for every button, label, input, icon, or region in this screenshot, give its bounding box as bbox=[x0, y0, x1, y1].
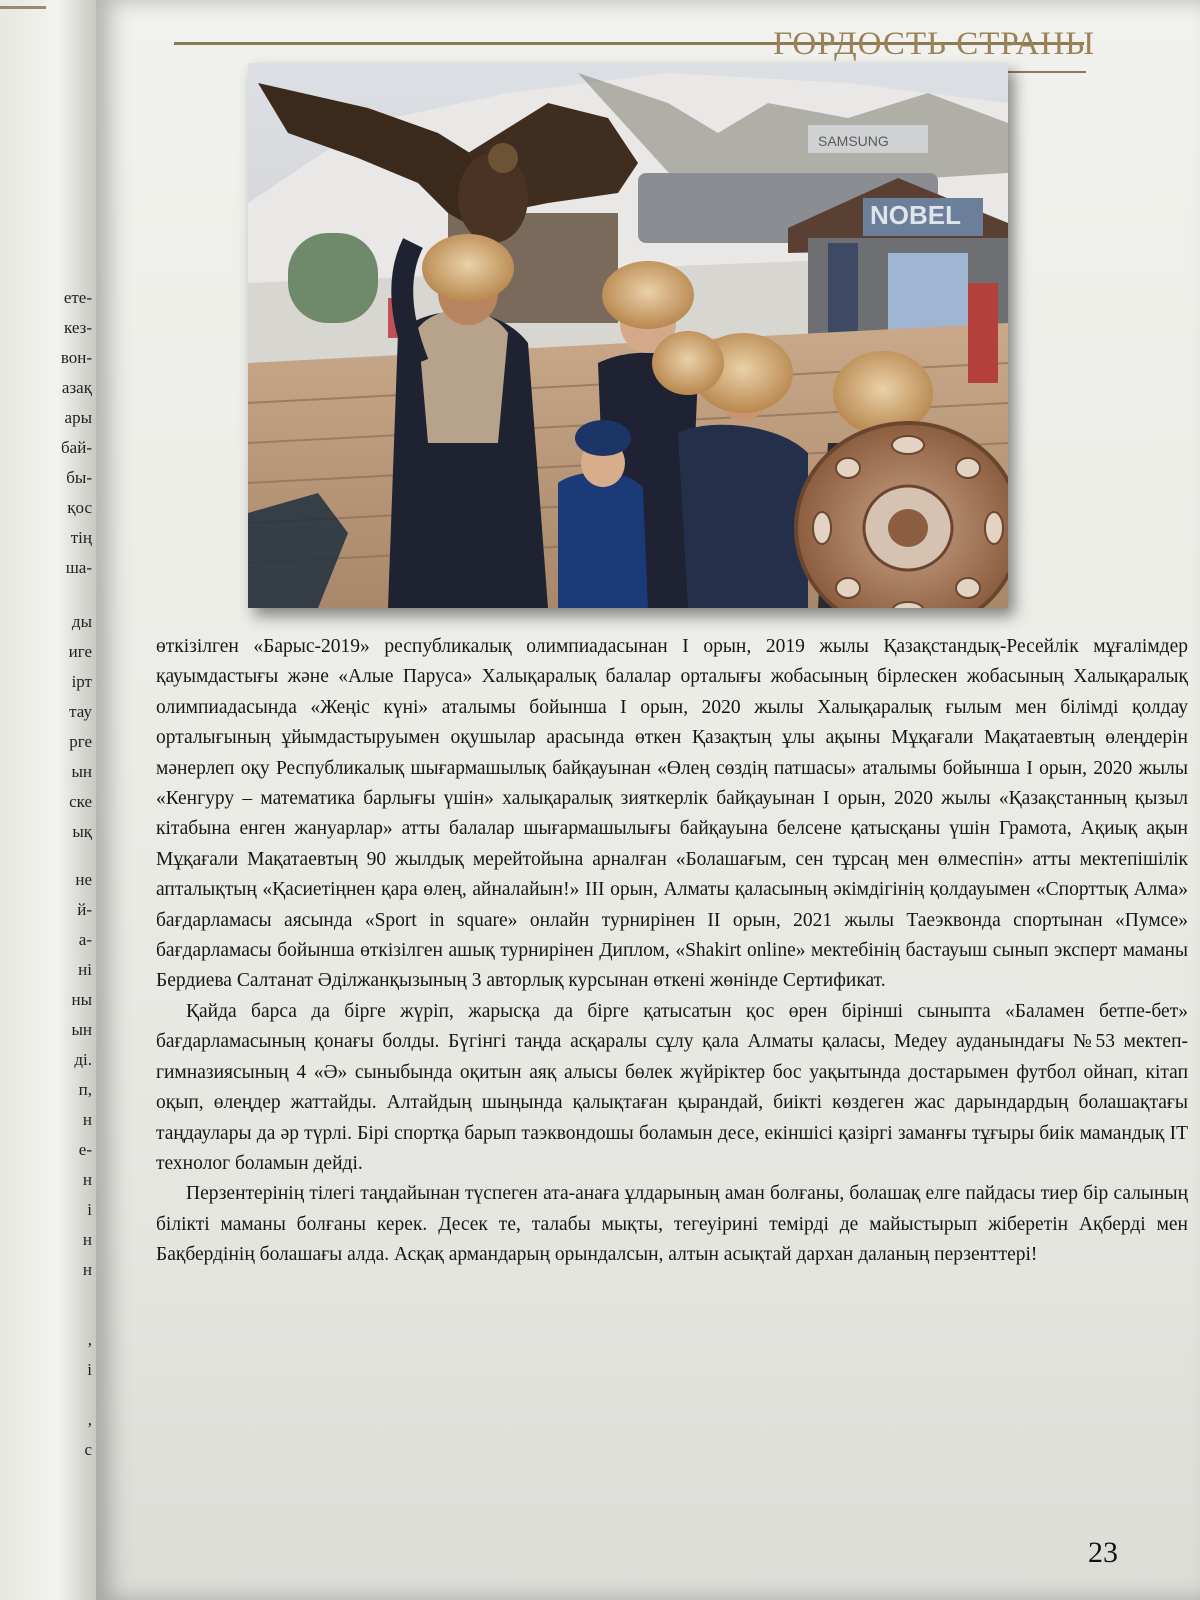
paragraph-achievements: өткізілген «Барыс-2019» республикалық олимпиадасынан І орын, 2019 жылы Қазақстандық-Ресейлік мұғалімдер қауымдастығы және «Алые Паруса» Халықаралық балалар орталығы жобасының бірлескен жобасының Халықаралық олимпиадасында «Жеңіс күні» аталымы бойынша І орын, 2020 жылы Халықаралық ғылым мен білімді қолдау орталығының ұйымдастыруымен оқушылар арасында өткен Қазақтың ұлы ақыны Мұқағали Мақатаевтың өлеңдерін мәнерлеп оқу Республикалық шығармашылық байқауынан «Өлең сөздің патшасы» аталымы бойынша І орын, 2020 жылы «Кенгуру – математика барлығы үшін» халықаралық зияткерлік байқауынан І орын, 2020 жылы «Қазақстанның қызыл кітабына енген жануарлар» атты балалар шығармашылығы байқауына белсене қатысқаны үшін Грамота, Ақиық ақын Мұқағали Мақатаевтың 90 жылдық мерейтойына арналған «Болашағым, сен тұрсаң мен өлмеспін» атты мектепішілік апталықтың «Қасиетіңнен қара өлең, айналайын!» ІІІ орын, Алматы қаласының әкімдігінің қолдауымен «Спорттық Алма» бағдарламасы аясында «Sport in square» онлайн турнирінен ІІ орын, 2021 жылы Таеэквонда спортынан «Пумсе» бағдарламасы бойынша өткізілген ашық турнирінен Диплом, «Shakirt online» мектебінің бастауыш сынып эксперт маманы Бердиева Салтанат Әділжанқызының 3 авторлық курсынан өткені жөнінде Сертификат. bbox=[156, 636, 1188, 992]
page-number: 23 bbox=[1088, 1536, 1118, 1569]
facing-page-fragment: ны bbox=[71, 990, 92, 1009]
facing-page-fragment: иге bbox=[68, 642, 92, 661]
facing-page-fragment: ні bbox=[78, 960, 92, 979]
facing-page-fragment: ша- bbox=[65, 558, 92, 577]
facing-page-fragment: п, bbox=[78, 1080, 92, 1099]
facing-page-fragment: н bbox=[82, 1110, 92, 1129]
photo-family-with-eagle-icon bbox=[248, 63, 1008, 608]
facing-page-fragment: е- bbox=[78, 1140, 92, 1159]
section-title: ГОРДОСТЬ СТРАНЫ bbox=[773, 26, 1095, 62]
facing-page-fragment: і bbox=[87, 1360, 92, 1379]
samsung-sign: SAMSUNG bbox=[818, 133, 889, 149]
paragraph-closing: Перзентерінің тілегі таңдайынан түспеген ата-анаға ұлдарының аман болғаны, болашақ елге пайдасы тиер бір салының білікті маманы болғаны керек. Десек те, талабы мықты, тегеуірині темірді де майыстырып жіберетін Ақберді мен Бақбердінің болашағы алда. Асқақ армандарың орындалсын, алтын асықтай дархан даланың перзенттері! bbox=[156, 1183, 1188, 1266]
facing-page-fragment: ске bbox=[69, 792, 92, 811]
facing-page-fragment: н bbox=[82, 1230, 92, 1249]
facing-page-fragment: ары bbox=[64, 408, 92, 427]
facing-page-fragment: ете- bbox=[63, 288, 92, 307]
facing-page-fragment: ық bbox=[72, 822, 92, 841]
facing-page-fragment: с bbox=[84, 1440, 92, 1459]
facing-page-fragment: бы- bbox=[66, 468, 92, 487]
facing-page-fragment: ын bbox=[71, 1020, 92, 1039]
facing-page-fragment: вон- bbox=[60, 348, 92, 367]
facing-page-fragment: , bbox=[87, 1410, 92, 1429]
facing-page-fragment: н bbox=[82, 1170, 92, 1189]
facing-page-fragment: н bbox=[82, 1260, 92, 1279]
facing-page-fragment: ды bbox=[71, 612, 92, 631]
facing-page-fragment: і bbox=[87, 1200, 92, 1219]
magazine-page bbox=[96, 0, 1200, 1600]
facing-page-fragment: й- bbox=[77, 900, 92, 919]
facing-page-fragment: кез- bbox=[64, 318, 92, 337]
facing-page-fragment: ын bbox=[71, 762, 92, 781]
nobel-sign: NOBEL bbox=[870, 200, 961, 230]
facing-page-fragment: , bbox=[87, 1330, 92, 1349]
facing-page-fragment: азақ bbox=[61, 378, 92, 397]
facing-page-fragment: бай- bbox=[61, 438, 92, 457]
facing-page-fragment: қос bbox=[67, 498, 92, 517]
facing-page bbox=[0, 0, 96, 1600]
facing-page-fragment: тау bbox=[69, 702, 92, 721]
facing-page-fragment: ді. bbox=[74, 1050, 92, 1069]
facing-page-fragment: не bbox=[75, 870, 92, 889]
facing-page-fragment: а- bbox=[78, 930, 92, 949]
facing-page-fragment: тің bbox=[70, 528, 92, 547]
facing-page-fragment: рге bbox=[69, 732, 92, 751]
paragraph-twins: Қайда барса да бірге жүріп, жарысқа да бірге қатысатын қос өрен бірінші сыныпта «Баламен бетпе-бет» бағдарламасының қонағы болды. Бүгінгі таңда асқаралы сұлу қала Алматы қаласы, Медеу ауданындағы №53 мектеп-гимназиясының 4 «Ә» сыныбында оқитын аяқ алысы бөлек жүйріктер бос уақытында достарымен футбол ойнап, кітап оқып, өлеңдер жаттайды. Алтайдың шыңында қалықтаған қырандай, биікті көздеген жас дарындардың болашақтағы таңдаулары да әр түрлі. Бірі спортқа барып таэквондошы боламын десе, екіншісі қазіргі заманғы тұғыры биік мамандық ІТ технолог боламын дейді. bbox=[156, 1000, 1188, 1174]
family-photo bbox=[248, 63, 1008, 608]
facing-page-fragment: ірт bbox=[71, 672, 92, 691]
facing-page-rule bbox=[0, 6, 46, 9]
article-body bbox=[156, 632, 1188, 1271]
